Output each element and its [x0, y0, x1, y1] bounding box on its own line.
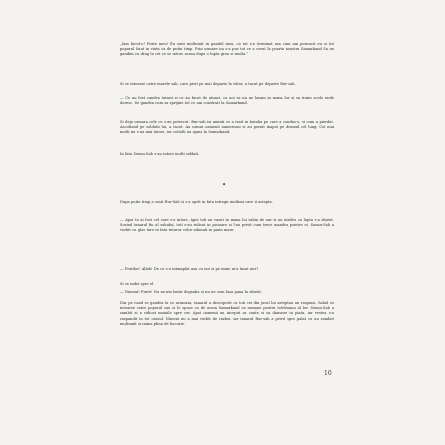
page-number: 10: [324, 370, 332, 377]
paragraph-5: In fata Senau-Sah s-au intors multi soldati.: [120, 152, 200, 156]
paragraph-11: Dar pe cand se gandea la ce urmeaza, tanarul a descoperit ca toti cei din jurul lui asteptau un raspuns. Sahul se intoarse catre poporul sau si le spuse ca de acum Samarkand va ramane pentru totdeauna al lor. Senau-Sah a zambit si a ridicat mainile spre cer. Apoi oamenii au inceput sa cante si sa danseze in piata, iar vestea s-a raspandit in tot orasul. Nimeni nu a mai vorbit de razboi, iar tanarul Rur-sah a privit spre palat cu un zambet multumit si inima plina de bucurie.: [120, 301, 334, 326]
paragraph-2: Si se intoarse catre marele sah, care privi pe mai departe la viitor, a tacut pe departe Rur-sah.: [120, 82, 296, 86]
paragraph-7: — Apoi tu ai fost cel care s-a intors. Apoi toti au vazut in mana lui sabia de aur si au inteles ca lupta s-a sfarsit. Sosind tanarul fiu al sahului, toti s-au ridicat in picioare si l-au privit cum trece mandru printre ei. Senau-Sah a vorbit cu glas tare in fata tuturor celor adunati in piata mare.: [120, 218, 334, 233]
paragraph-6: Dupa putin timp a sosit Rur-Sah si s-a oprit in fata intregii multimi care ii astepta.: [120, 200, 273, 204]
paragraph-9: Si se indoi spre el.: [120, 282, 155, 286]
paragraph-3: — Ce au fost candva tatarii si ce au facut de atunci, ca noi sa nu ne lasam in mana lor si sa traim acolo unde doresc. Se gandea cum sa sprijine tot ce am construit la Samarkand.: [120, 96, 334, 106]
paragraph-10: — Nimeni! Frate! Nu ne-am batut degeaba si nu ne vom lasa pana la sfarsit.: [120, 290, 262, 294]
paragraph-4: Si deja urmara cele ce s-au petrecut. Rur-sah isi aminti ce a trait in batalia pe care a condus-o, si cum a pierdut. Ascultand pe soldatii lui, a tacut. Au urmat oamenii numeroasi si au pornit inapoi pe drumul cel lung. Cei mai multi nu s-au mai intors, iar ceilalti au ajuns la Samarkand.: [120, 120, 334, 135]
section-separator: •: [222, 181, 227, 189]
paragraph-1: „Iam facut-o! Frate meu! Eu sunt multumit in gandul meu, ca tot s-a terminat asa cum am poruncit eu si tot poporul Sunt in viata ca de putin timp. Prin urmare nu s-a pus tot ce a cerut la poarta noastra Samarkand Sa ne gandim cu drag la cei ce se intorc acasa dupa o lupta grea si multa.”: [120, 42, 334, 57]
paragraph-8: — Fratilor! Allah! De ce s-a intamplat asa cu noi si pe mine m-a lasat aici?: [120, 267, 259, 271]
